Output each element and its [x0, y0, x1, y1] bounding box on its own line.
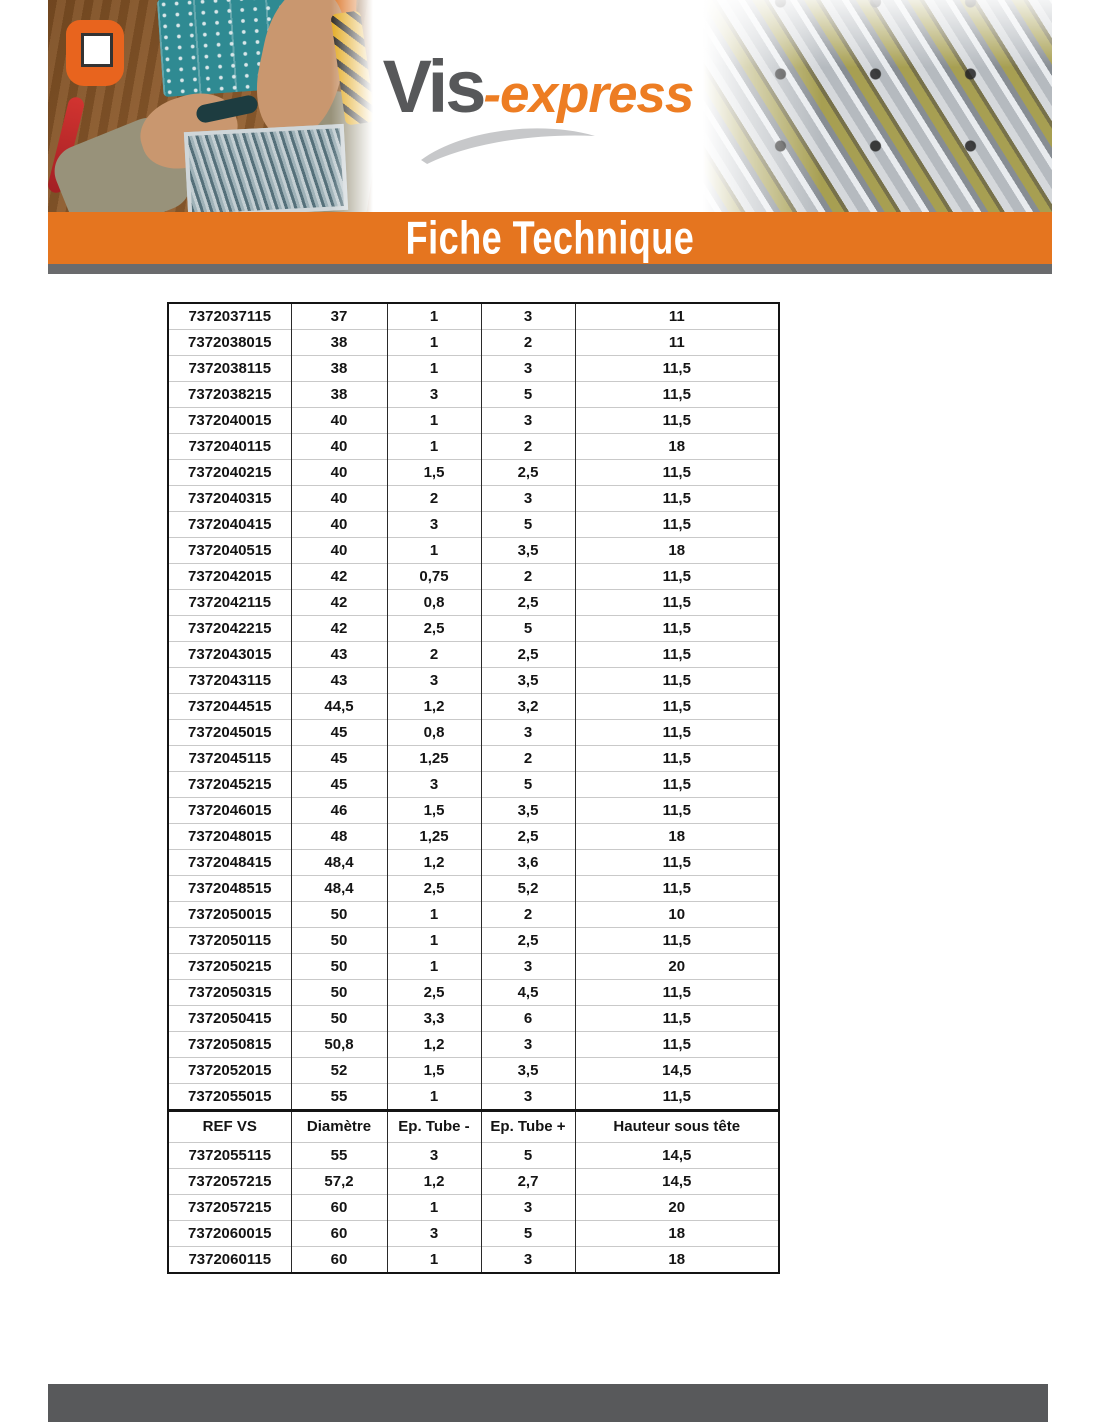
table-row	[168, 1221, 779, 1247]
table-cell: 7372060115	[168, 1247, 291, 1274]
table-cell: 7372050415	[168, 1006, 291, 1032]
table-cell: 14,5	[575, 1058, 779, 1084]
table-cell: 2	[387, 642, 481, 668]
table-cell: 7372060015	[168, 1221, 291, 1247]
tape-measure-shape	[66, 20, 124, 86]
table-row	[168, 1169, 779, 1195]
header	[48, 0, 1052, 212]
table-cell: 48	[291, 824, 387, 850]
table-cell: 3	[387, 382, 481, 408]
table-cell: 2,5	[387, 876, 481, 902]
table-cell: 7372048015	[168, 824, 291, 850]
table-cell: 7372042015	[168, 564, 291, 590]
table-row	[168, 303, 779, 330]
table-row	[168, 330, 779, 356]
table-cell: 11,5	[575, 980, 779, 1006]
table-cell: 1,25	[387, 746, 481, 772]
table-row	[168, 850, 779, 876]
table-cell: 3	[387, 668, 481, 694]
table-cell: 11,5	[575, 486, 779, 512]
table-cell: 38	[291, 330, 387, 356]
table-cell: 14,5	[575, 1169, 779, 1195]
table-cell: 43	[291, 668, 387, 694]
column-header-cell: Hauteur sous tête	[575, 1111, 779, 1143]
table-cell: 1,5	[387, 798, 481, 824]
table-cell: 1	[387, 1195, 481, 1221]
table-cell: 2,5	[387, 980, 481, 1006]
table-cell: 7372050015	[168, 902, 291, 928]
table-cell: 7372050215	[168, 954, 291, 980]
table-cell: 3,5	[481, 668, 575, 694]
table-row	[168, 928, 779, 954]
logo-zone	[373, 0, 703, 212]
footer-bar	[48, 1384, 1048, 1422]
utility-knife-shape	[330, 10, 373, 125]
table-row	[168, 356, 779, 382]
table-cell: 14,5	[575, 1143, 779, 1169]
table-cell: 2	[481, 330, 575, 356]
table-cell: 38	[291, 356, 387, 382]
table-cell: 7372055015	[168, 1084, 291, 1111]
table-cell: 3	[387, 772, 481, 798]
table-cell: 7372045015	[168, 720, 291, 746]
table-cell: 3	[481, 1195, 575, 1221]
table-cell: 20	[575, 1195, 779, 1221]
spec-table-body	[168, 303, 779, 1273]
table-cell: 11,5	[575, 460, 779, 486]
table-row	[168, 434, 779, 460]
logo-text-vis: Vis	[382, 45, 484, 128]
table-cell: 7372052015	[168, 1058, 291, 1084]
column-header-cell: REF VS	[168, 1111, 291, 1143]
table-cell: 7372038015	[168, 330, 291, 356]
table-row	[168, 408, 779, 434]
table-row	[168, 486, 779, 512]
table-cell: 60	[291, 1247, 387, 1274]
table-cell: 2,5	[481, 824, 575, 850]
table-cell: 18	[575, 1247, 779, 1274]
table-cell: 3,2	[481, 694, 575, 720]
table-row	[168, 772, 779, 798]
table-cell: 1	[387, 330, 481, 356]
screw-tray-shape	[184, 124, 348, 212]
table-cell: 38	[291, 382, 387, 408]
table-cell: 18	[575, 538, 779, 564]
table-cell: 2,7	[481, 1169, 575, 1195]
table-cell: 7372057215	[168, 1195, 291, 1221]
table-cell: 5	[481, 512, 575, 538]
table-row	[168, 1032, 779, 1058]
table-cell: 18	[575, 434, 779, 460]
table-cell: 50	[291, 954, 387, 980]
table-cell: 11,5	[575, 512, 779, 538]
table-cell: 7372055115	[168, 1143, 291, 1169]
screws-photo	[703, 0, 1052, 212]
table-cell: 11,5	[575, 928, 779, 954]
table-cell: 1,2	[387, 850, 481, 876]
table-cell: 50,8	[291, 1032, 387, 1058]
table-cell: 1,5	[387, 1058, 481, 1084]
table-cell: 42	[291, 616, 387, 642]
table-cell: 3	[481, 1032, 575, 1058]
table-cell: 1,2	[387, 694, 481, 720]
vis-express-logo	[373, 44, 703, 129]
logo-text-express: -express	[483, 65, 694, 124]
table-cell: 1	[387, 538, 481, 564]
table-cell: 5,2	[481, 876, 575, 902]
table-row	[168, 746, 779, 772]
table-cell: 50	[291, 928, 387, 954]
table-row	[168, 1247, 779, 1274]
table-cell: 7372048415	[168, 850, 291, 876]
table-cell: 11,5	[575, 616, 779, 642]
table-cell: 42	[291, 564, 387, 590]
table-cell: 5	[481, 616, 575, 642]
table-cell: 2	[481, 746, 575, 772]
table-row	[168, 382, 779, 408]
table-cell: 48,4	[291, 850, 387, 876]
table-cell: 11,5	[575, 1006, 779, 1032]
table-cell: 7372040115	[168, 434, 291, 460]
table-cell: 3,5	[481, 1058, 575, 1084]
table-cell: 11,5	[575, 642, 779, 668]
table-cell: 3	[481, 1247, 575, 1274]
table-cell: 1,2	[387, 1169, 481, 1195]
table-cell: 40	[291, 512, 387, 538]
table-cell: 7372040015	[168, 408, 291, 434]
table-cell: 11,5	[575, 876, 779, 902]
banner-underline-bar	[48, 264, 1052, 274]
table-cell: 7372040215	[168, 460, 291, 486]
table-cell: 3	[387, 1221, 481, 1247]
table-cell: 1	[387, 928, 481, 954]
table-cell: 1	[387, 902, 481, 928]
table-cell: 52	[291, 1058, 387, 1084]
table-cell: 7372050115	[168, 928, 291, 954]
table-cell: 11,5	[575, 1032, 779, 1058]
table-cell: 5	[481, 1143, 575, 1169]
table-cell: 2,5	[387, 616, 481, 642]
table-row	[168, 590, 779, 616]
table-cell: 1	[387, 303, 481, 330]
table-cell: 18	[575, 1221, 779, 1247]
table-row	[168, 694, 779, 720]
table-cell: 50	[291, 902, 387, 928]
table-cell: 55	[291, 1084, 387, 1111]
table-cell: 20	[575, 954, 779, 980]
table-cell: 7372050315	[168, 980, 291, 1006]
table-cell: 3,3	[387, 1006, 481, 1032]
table-cell: 7372045115	[168, 746, 291, 772]
table-cell: 11,5	[575, 668, 779, 694]
table-cell: 7372045215	[168, 772, 291, 798]
table-cell: 40	[291, 538, 387, 564]
table-cell: 6	[481, 1006, 575, 1032]
table-header-row	[168, 1111, 779, 1143]
table-row	[168, 798, 779, 824]
table-row	[168, 1006, 779, 1032]
table-cell: 2	[387, 486, 481, 512]
table-cell: 40	[291, 408, 387, 434]
column-header-cell: Diamètre	[291, 1111, 387, 1143]
column-header-cell: Ep. Tube -	[387, 1111, 481, 1143]
table-cell: 50	[291, 980, 387, 1006]
table-cell: 42	[291, 590, 387, 616]
table-cell: 3,5	[481, 538, 575, 564]
table-cell: 7372038115	[168, 356, 291, 382]
table-cell: 7372042215	[168, 616, 291, 642]
table-cell: 45	[291, 772, 387, 798]
table-cell: 11,5	[575, 798, 779, 824]
table-cell: 11,5	[575, 772, 779, 798]
table-cell: 11	[575, 330, 779, 356]
table-cell: 1,25	[387, 824, 481, 850]
table-cell: 7372057215	[168, 1169, 291, 1195]
spec-table	[167, 302, 780, 1274]
table-cell: 5	[481, 382, 575, 408]
table-cell: 1	[387, 954, 481, 980]
table-cell: 4,5	[481, 980, 575, 1006]
table-row	[168, 954, 779, 980]
table-row	[168, 538, 779, 564]
table-cell: 3	[481, 1084, 575, 1111]
table-cell: 2,5	[481, 928, 575, 954]
table-row	[168, 1058, 779, 1084]
table-cell: 7372040415	[168, 512, 291, 538]
table-cell: 10	[575, 902, 779, 928]
table-row	[168, 902, 779, 928]
table-cell: 1,2	[387, 1032, 481, 1058]
table-row	[168, 668, 779, 694]
table-cell: 11,5	[575, 408, 779, 434]
table-cell: 7372043115	[168, 668, 291, 694]
table-cell: 5	[481, 772, 575, 798]
table-cell: 11,5	[575, 694, 779, 720]
workbench-photo	[48, 0, 373, 212]
table-cell: 3	[481, 408, 575, 434]
table-cell: 7372038215	[168, 382, 291, 408]
table-row	[168, 720, 779, 746]
table-cell: 11,5	[575, 564, 779, 590]
table-row	[168, 1084, 779, 1111]
table-cell: 2,5	[481, 460, 575, 486]
table-cell: 7372042115	[168, 590, 291, 616]
table-cell: 40	[291, 460, 387, 486]
table-cell: 7372037115	[188, 308, 272, 325]
table-row	[168, 642, 779, 668]
table-cell: 3	[481, 954, 575, 980]
table-cell: 3	[481, 486, 575, 512]
table-cell: 60	[291, 1221, 387, 1247]
column-header-cell: Ep. Tube +	[481, 1111, 575, 1143]
table-cell: 11,5	[575, 720, 779, 746]
table-cell: 7372040515	[168, 538, 291, 564]
table-cell: 37	[291, 303, 387, 330]
table-cell: 48,4	[291, 876, 387, 902]
table-row	[168, 1143, 779, 1169]
table-cell: 60	[291, 1195, 387, 1221]
table-cell: 57,2	[291, 1169, 387, 1195]
table-cell: 46	[291, 798, 387, 824]
table-cell: 1	[387, 434, 481, 460]
table-row	[168, 980, 779, 1006]
table-cell: 3	[387, 1143, 481, 1169]
table-cell: 3	[481, 356, 575, 382]
table-cell: 2	[481, 434, 575, 460]
table-cell: 0,8	[387, 720, 481, 746]
table-cell: 11,5	[575, 382, 779, 408]
table-cell: 7372048515	[168, 876, 291, 902]
table-cell: 5	[481, 1221, 575, 1247]
table-cell: 45	[291, 746, 387, 772]
page-title: Fiche Technique	[405, 212, 695, 264]
table-cell: 50	[291, 1006, 387, 1032]
table-cell: 3,6	[481, 850, 575, 876]
table-row	[168, 616, 779, 642]
title-banner	[48, 212, 1052, 264]
table-cell: 18	[575, 824, 779, 850]
table-cell: 7372050815	[168, 1032, 291, 1058]
table-cell: 40	[291, 486, 387, 512]
table-cell: 3,5	[481, 798, 575, 824]
table-cell: 3	[481, 720, 575, 746]
table-row	[168, 1195, 779, 1221]
table-cell: 44,5	[291, 694, 387, 720]
logo-swoosh-icon	[417, 120, 599, 164]
table-cell: 2	[481, 564, 575, 590]
table-cell: 1	[387, 408, 481, 434]
table-cell: 2,5	[481, 642, 575, 668]
table-cell: 43	[291, 642, 387, 668]
table-cell: 7372040315	[168, 486, 291, 512]
table-cell: 11,5	[575, 356, 779, 382]
table-cell: 7372046015	[168, 798, 291, 824]
table-cell: 3	[481, 303, 575, 330]
table-cell: 0,8	[387, 590, 481, 616]
table-cell: 7372043015	[168, 642, 291, 668]
table-cell: 2,5	[481, 590, 575, 616]
table-cell: 0,75	[387, 564, 481, 590]
table-cell: 7372044515	[168, 694, 291, 720]
table-cell: 11,5	[575, 746, 779, 772]
table-row	[168, 512, 779, 538]
table-cell: 55	[291, 1143, 387, 1169]
table-cell: 11,5	[575, 590, 779, 616]
table-cell: 11	[575, 303, 779, 330]
table-cell: 2	[481, 902, 575, 928]
table-cell: 3	[387, 512, 481, 538]
table-cell: 45	[291, 720, 387, 746]
table-cell: 40	[291, 434, 387, 460]
table-row	[168, 824, 779, 850]
table-cell: 11,5	[575, 850, 779, 876]
table-cell: 11,5	[575, 1084, 779, 1111]
table-cell: 1,5	[387, 460, 481, 486]
table-row	[168, 460, 779, 486]
table-cell: 1	[387, 356, 481, 382]
table-cell: 1	[387, 1247, 481, 1274]
table-row	[168, 876, 779, 902]
table-row	[168, 564, 779, 590]
table-cell: 1	[387, 1084, 481, 1111]
